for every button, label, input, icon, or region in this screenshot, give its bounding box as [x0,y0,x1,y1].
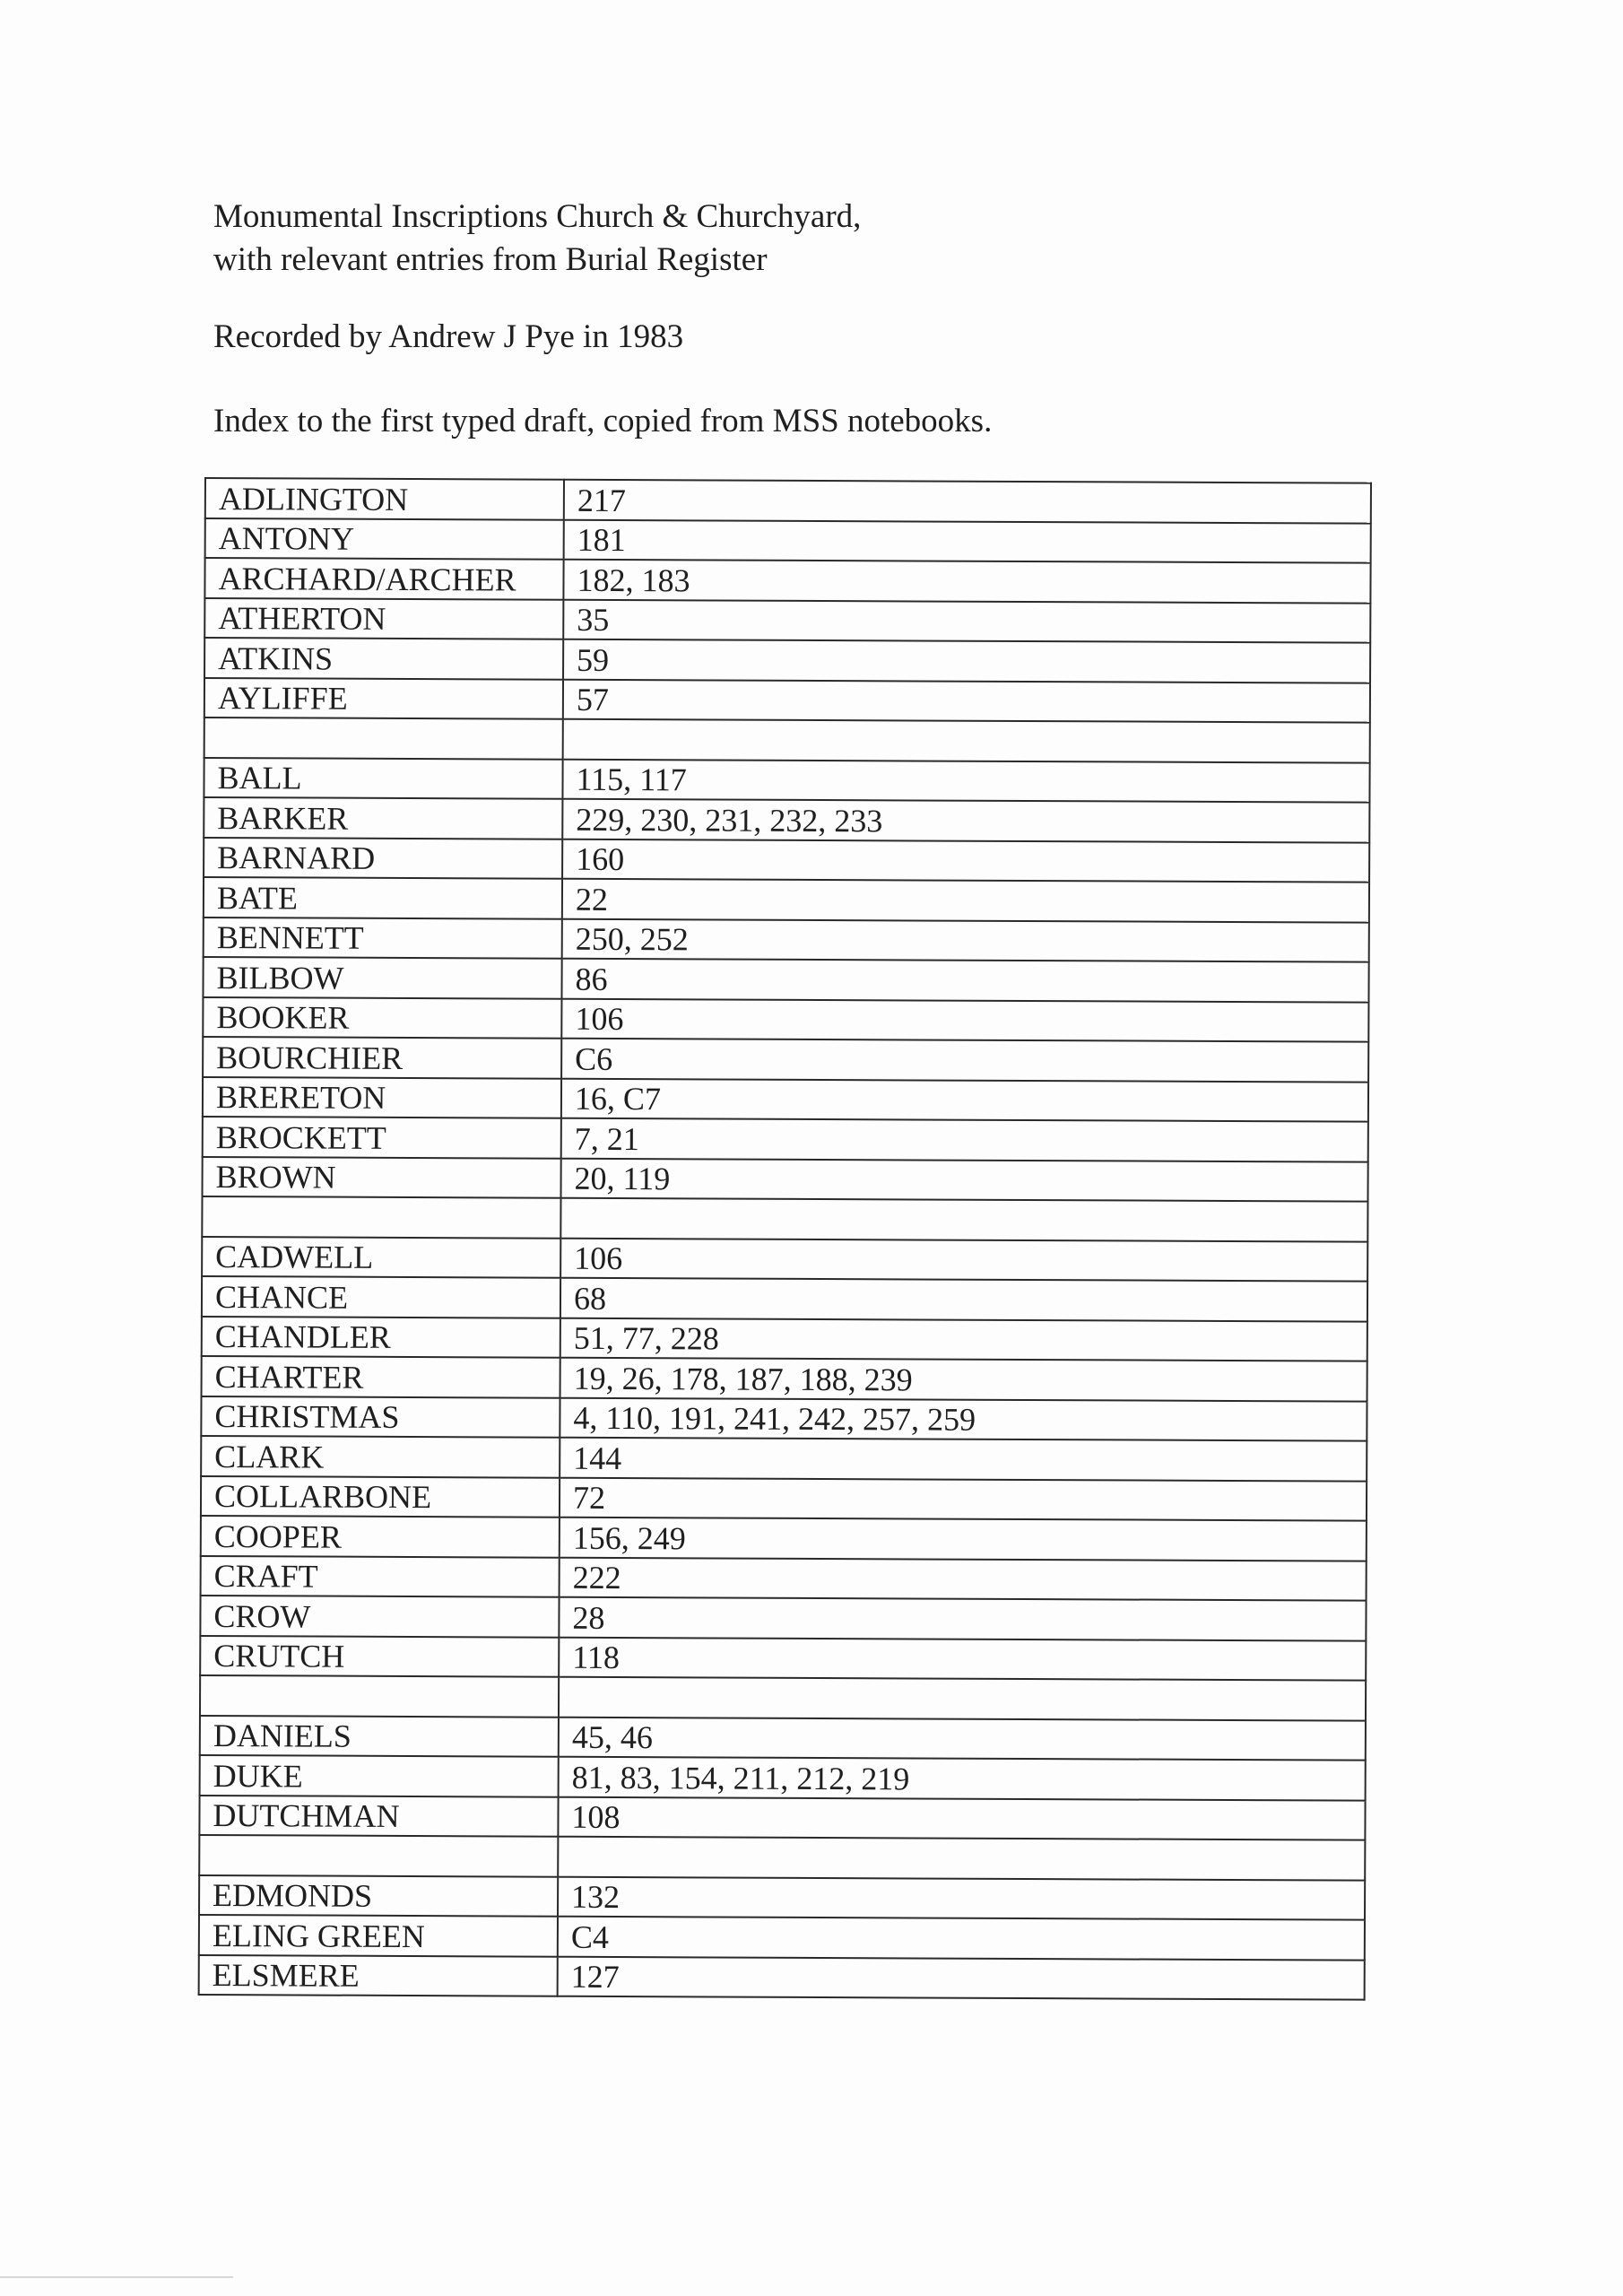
page-numbers-cell: 106 [561,998,1368,1041]
index-row [200,1675,1366,1720]
index-row [204,598,1370,643]
index-row [204,877,1369,922]
page-numbers-cell [559,1677,1366,1720]
surname-cell: DUKE [200,1755,559,1796]
index-row [201,1475,1367,1520]
index-row [204,758,1369,803]
page-numbers-cell: 106 [560,1238,1367,1281]
surname-cell: CHRISTMAS [201,1396,560,1437]
page-numbers-cell [558,1837,1365,1880]
surname-cell: EDMONDS [199,1874,558,1916]
index-row [199,1954,1365,1999]
index-row [204,838,1369,883]
surname-cell: CRAFT [201,1555,560,1596]
page-numbers-cell [563,719,1370,762]
index-row [199,1795,1365,1839]
page-numbers-cell: 182, 183 [563,560,1370,603]
index-row [204,558,1370,603]
index-row [203,957,1368,1002]
surname-cell: BOOKER [203,996,561,1038]
surname-cell: COLLARBONE [201,1475,560,1517]
surname-cell: BATE [204,877,562,918]
page-numbers-cell: 86 [561,959,1368,1002]
surname-cell: BARNARD [204,838,562,879]
surname-cell: ATHERTON [204,598,563,639]
surname-cell [199,1835,558,1876]
surname-index-body [199,478,1371,2000]
page-numbers-cell: 160 [562,839,1369,882]
page-numbers-cell: 20, 119 [560,1158,1367,1201]
surname-cell: CRUTCH [200,1635,559,1676]
index-row [201,1436,1367,1481]
index-row [204,638,1370,683]
index-row [202,1196,1367,1241]
surname-cell: ADLINGTON [205,478,564,519]
surname-cell: DUTCHMAN [199,1795,558,1836]
index-row [199,1915,1365,1960]
surname-cell: BROCKETT [203,1117,561,1158]
page-numbers-cell: 181 [564,519,1371,562]
surname-index-table [198,477,1372,2001]
page-numbers-cell: 4, 110, 191, 241, 242, 257, 259 [560,1397,1367,1440]
surname-cell: CHANDLER [202,1316,560,1357]
surname-cell: BILBOW [203,957,561,998]
page-numbers-cell: 156, 249 [560,1518,1367,1561]
page-numbers-cell: 127 [558,1956,1365,1999]
surname-cell: BOURCHIER [203,1037,561,1078]
surname-cell: CHANCE [202,1276,560,1318]
index-row [204,718,1370,762]
index-note: Index to the first typed draft, copied from MSS notebooks. [213,403,993,439]
index-row [203,1037,1368,1082]
surname-cell [202,1196,560,1238]
page-numbers-cell: 19, 26, 178, 187, 188, 239 [560,1358,1367,1401]
page-numbers-cell: 72 [560,1477,1367,1520]
page-numbers-cell [560,1198,1367,1241]
page-numbers-cell: 132 [558,1876,1365,1919]
index-row [199,1835,1365,1880]
surname-cell: CLARK [201,1436,560,1477]
surname-cell: COOPER [201,1516,560,1557]
title-line-2: with relevant entries from Burial Register [213,241,768,278]
index-row [202,1276,1367,1321]
page-numbers-cell: 7, 21 [561,1118,1368,1161]
page-numbers-cell: 250, 252 [562,918,1369,961]
index-row [200,1715,1366,1760]
surname-cell [204,718,563,759]
index-row [204,678,1370,723]
scan-edge-shadow [0,2276,233,2278]
index-row [203,1117,1368,1161]
surname-cell: ELING GREEN [199,1915,558,1956]
surname-cell: CHARTER [202,1356,560,1397]
page-numbers-cell: 118 [559,1637,1366,1680]
surname-cell: ELSMERE [199,1954,558,1996]
index-row [202,1316,1367,1361]
surname-cell: ARCHARD/ARCHER [204,558,563,599]
page-numbers-cell: 59 [563,639,1370,683]
index-row [204,797,1369,842]
index-row [205,518,1371,563]
surname-cell: CADWELL [202,1236,560,1277]
page-numbers-cell: 108 [558,1796,1365,1839]
index-row [204,917,1369,961]
surname-cell: CROW [200,1596,559,1637]
index-row [203,1076,1368,1121]
index-row [202,1236,1367,1281]
index-row [205,478,1371,523]
title-line-1: Monumental Inscriptions Church & Churchyard, [213,198,862,235]
page-numbers-cell: 68 [560,1278,1367,1321]
page-numbers-cell: 57 [563,679,1370,722]
index-row [199,1874,1365,1919]
page-numbers-cell: C6 [561,1039,1368,1082]
recorded-by: Recorded by Andrew J Pye in 1983 [213,318,684,355]
index-row [201,1555,1367,1600]
surname-cell: BALL [204,758,562,799]
surname-cell: BARKER [204,797,562,839]
page-numbers-cell: 28 [559,1597,1366,1640]
index-row [201,1516,1367,1561]
page-numbers-cell: 35 [563,599,1370,642]
surname-cell: BRERETON [203,1076,561,1118]
page-numbers-cell: 51, 77, 228 [560,1318,1367,1361]
page-numbers-cell: 45, 46 [559,1717,1366,1760]
page-numbers-cell: 144 [560,1438,1367,1481]
page-numbers-cell: 217 [564,480,1371,523]
surname-cell: ANTONY [205,518,564,560]
surname-cell: ATKINS [204,638,563,679]
surname-cell: BENNETT [204,917,562,958]
surname-cell: DANIELS [200,1715,559,1756]
index-row [200,1635,1366,1680]
page-numbers-cell: 22 [562,879,1369,922]
page-numbers-cell: 16, C7 [561,1078,1368,1121]
page-numbers-cell: 222 [560,1557,1367,1600]
surname-cell: BROWN [203,1156,561,1197]
index-row [201,1396,1367,1440]
index-row [203,996,1368,1041]
page-numbers-cell: C4 [558,1917,1365,1960]
page-numbers-cell: 115, 117 [562,759,1369,802]
index-row [203,1156,1368,1201]
surname-cell [200,1675,559,1717]
surname-cell: AYLIFFE [204,678,563,719]
index-row [200,1596,1366,1640]
index-row [202,1356,1367,1401]
page-numbers-cell: 81, 83, 154, 211, 212, 219 [559,1757,1366,1800]
index-row [200,1755,1366,1800]
page-numbers-cell: 229, 230, 231, 232, 233 [562,799,1369,842]
